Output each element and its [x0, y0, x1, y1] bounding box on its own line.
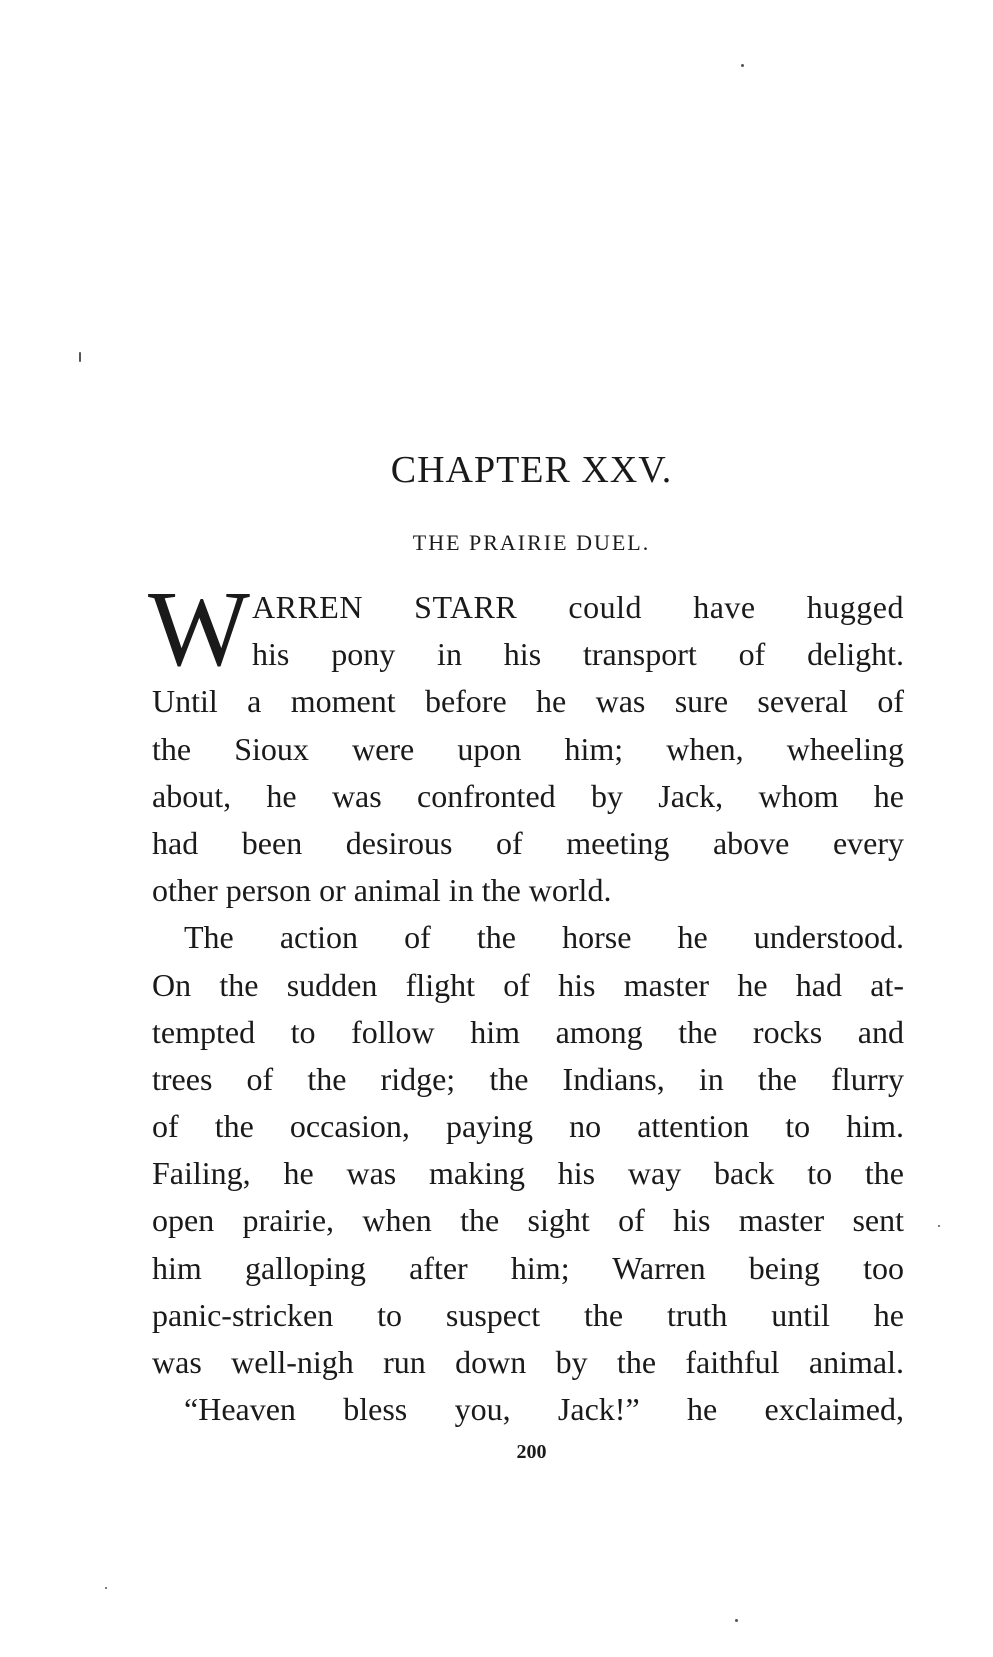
scan-speck [741, 64, 744, 67]
scan-speck [79, 352, 81, 362]
scan-speck [938, 1225, 940, 1227]
page-number: 200 [516, 1441, 547, 1463]
text-line: had been desirous of meeting above every [152, 824, 904, 861]
scan-speck [105, 1587, 107, 1589]
text-line: was well-nigh run down by the faithful animal. [152, 1344, 904, 1380]
text-line: trees of the ridge; the Indians, in the flurry [152, 1060, 904, 1097]
text-line: him galloping after him; Warren being too [152, 1249, 904, 1286]
drop-cap: W [148, 570, 250, 689]
text-line: On the sudden flight of his master he had at- [152, 966, 904, 1003]
text-line: other person or animal in the world. [152, 872, 612, 909]
text-line: “Heaven bless you, Jack!” he exclaimed, [184, 1391, 904, 1428]
text-line: Failing, he was making his way back to the [152, 1155, 904, 1192]
paragraph-1 [148, 570, 904, 914]
text-line: The action of the horse he understood. [184, 919, 904, 956]
scan-speck [735, 1619, 738, 1622]
chapter-title: CHAPTER XXV. [390, 449, 673, 491]
text-line: of the occasion, paying no attention to him. [152, 1108, 904, 1145]
text-line: the Sioux were upon him; when, wheeling [152, 730, 904, 767]
paragraph-2 [152, 914, 904, 1386]
body-text [148, 570, 904, 1433]
text-line: tempted to follow him among the rocks and [152, 1013, 904, 1050]
text-line: about, he was confronted by Jack, whom he [152, 777, 904, 814]
text-line: his pony in his transport of delight. [252, 636, 904, 673]
text-line: panic-stricken to suspect the truth until he [152, 1296, 904, 1333]
text-line: open prairie, when the sight of his master sent [152, 1202, 904, 1239]
chapter-subtitle: THE PRAIRIE DUEL. [412, 530, 651, 555]
text-line: ARREN STARR could have hugged [252, 589, 904, 625]
paragraph-3 [152, 1386, 904, 1433]
text-line: Until a moment before he was sure several of [152, 683, 904, 720]
